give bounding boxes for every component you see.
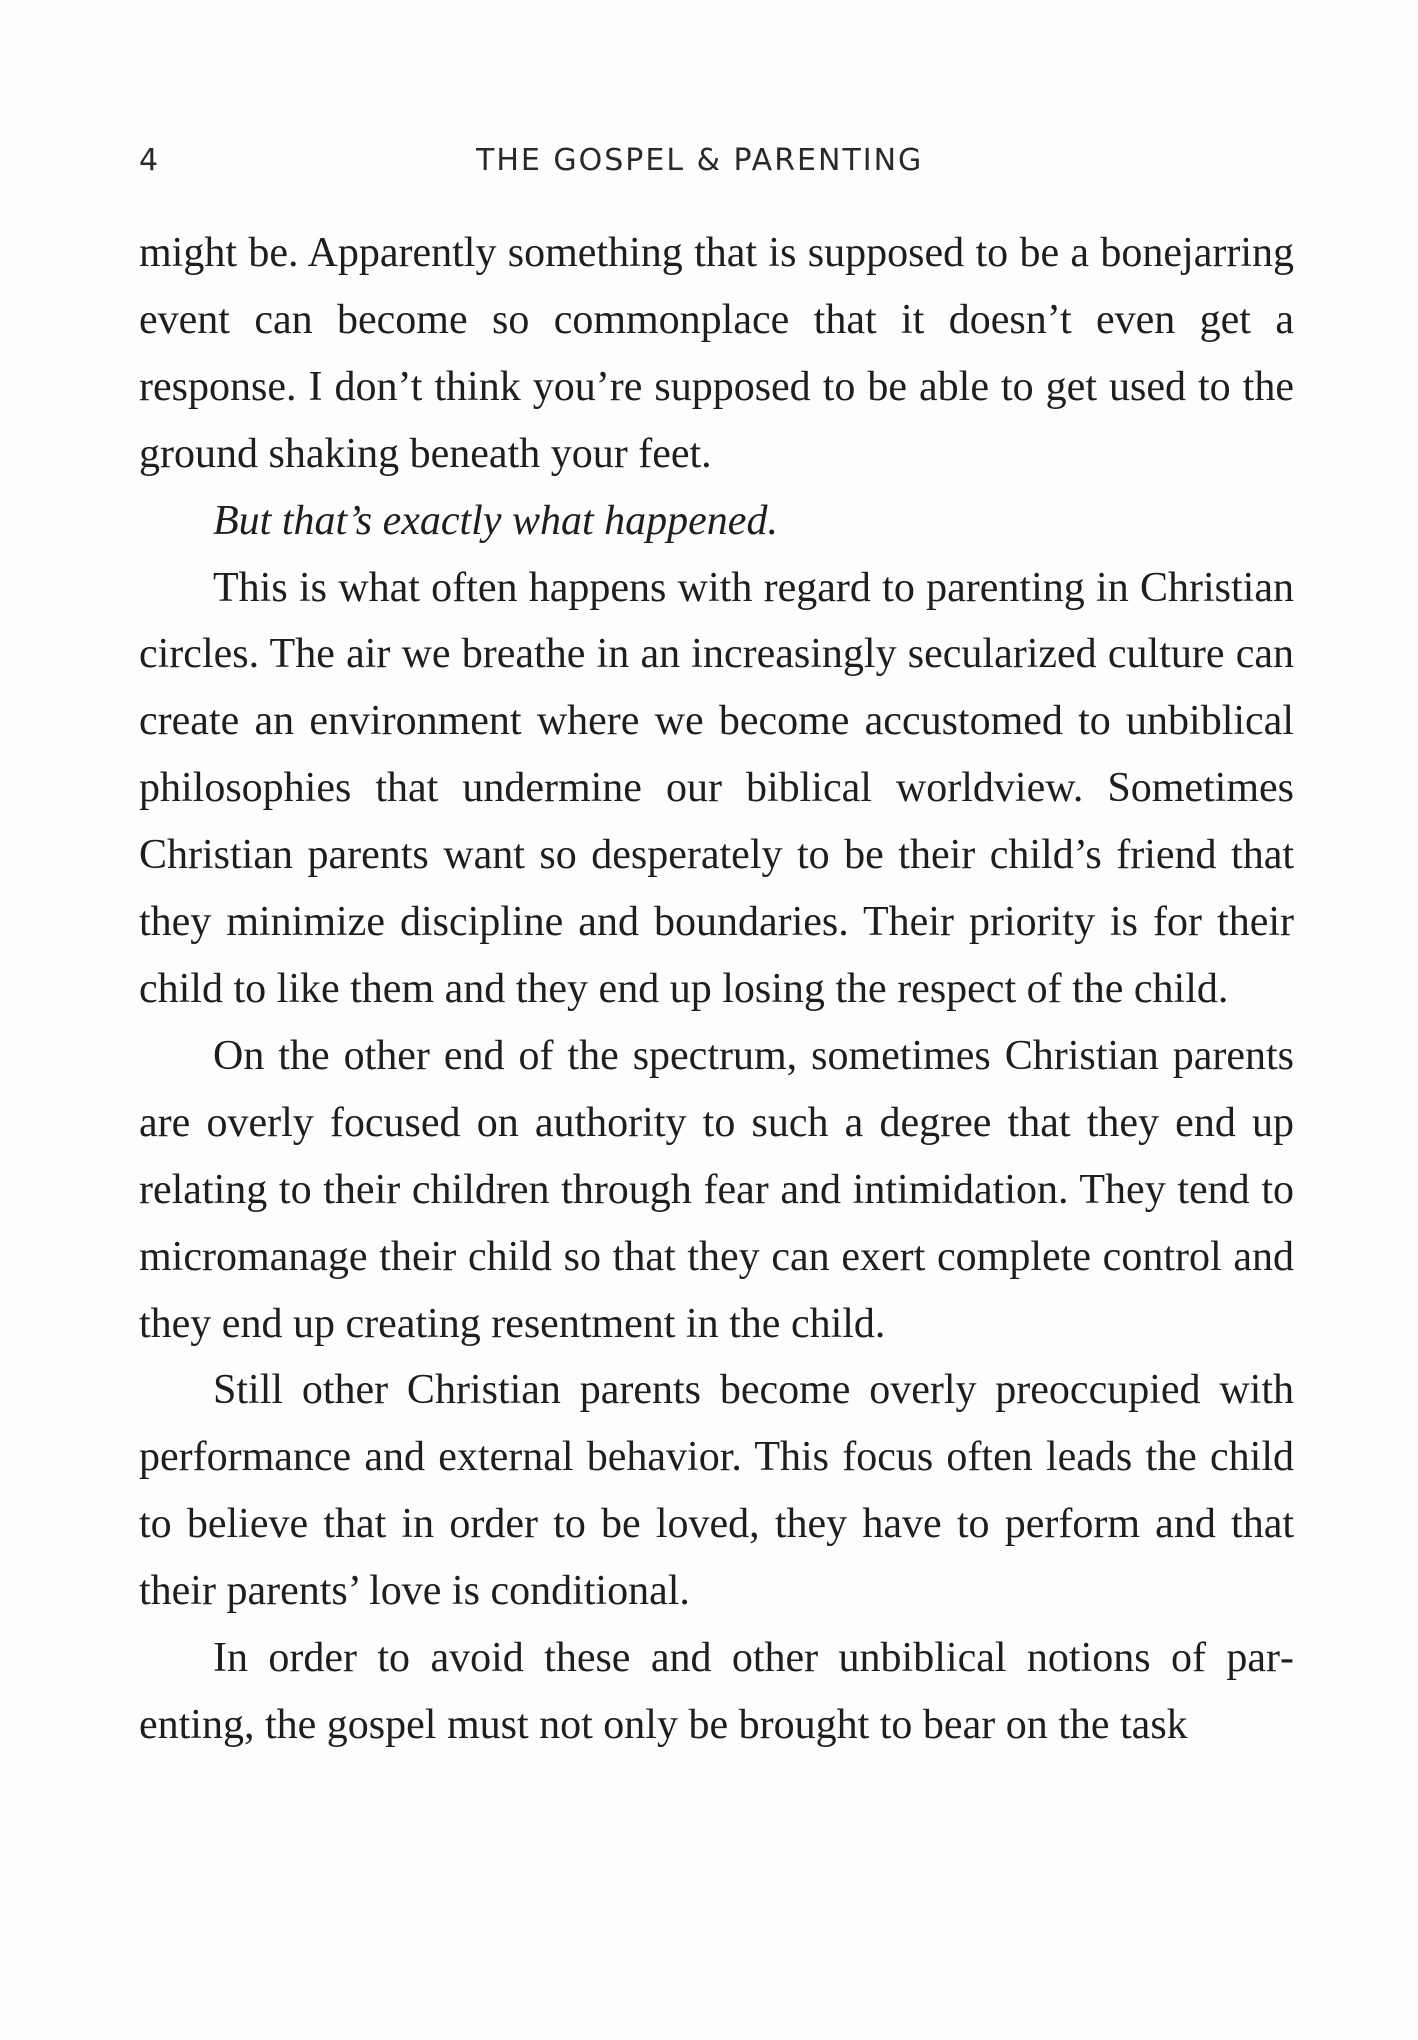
paragraph-5: Still other Christian parents become overly preoccupied with performance and external behavior. This focus often leads the child to believe that in order to be loved, they have to perform and that their parents’ love is conditional. <box>139 1367 1294 1615</box>
page-header <box>139 143 1299 193</box>
page-number: 4 <box>139 143 161 178</box>
running-title: THE GOSPEL & PARENTING <box>476 143 924 178</box>
body-text <box>139 220 1294 1759</box>
paragraph-6: In order to avoid these and other unbiblical notions of parenting, the gospel must not only be brought to bear on the task <box>139 1635 1294 1748</box>
paragraph-4: On the other end of the spectrum, sometimes Christian parents are overly focused on authority to such a degree that they end up relating to their children through fear and intimidation. They tend to micromanage their child so that they can exert complete control and they end up creating resentment in the child. <box>139 1032 1294 1347</box>
paragraph-3: This is what often happens with regard to parenting in Christian circles. The air we breathe in an increasingly secularized culture can create an environment where we become accustomed to unbiblical philosophies that undermine our biblical worldview. Sometimes Christian parents want so desperately to be their child’s friend that they minimize discipline and boundaries. Their priority is for their child to like them and they end up losing the respect of the child. <box>139 564 1294 1012</box>
paragraph-1: might be. Apparently something that is supposed to be a bonejarring event can become so commonplace that it doesn’t even get a response. I don’t think you’re supposed to be able to get used to the ground shaking beneath your feet. <box>139 230 1294 477</box>
paragraph-2-italic: But that’s exactly what happened. <box>213 497 778 544</box>
